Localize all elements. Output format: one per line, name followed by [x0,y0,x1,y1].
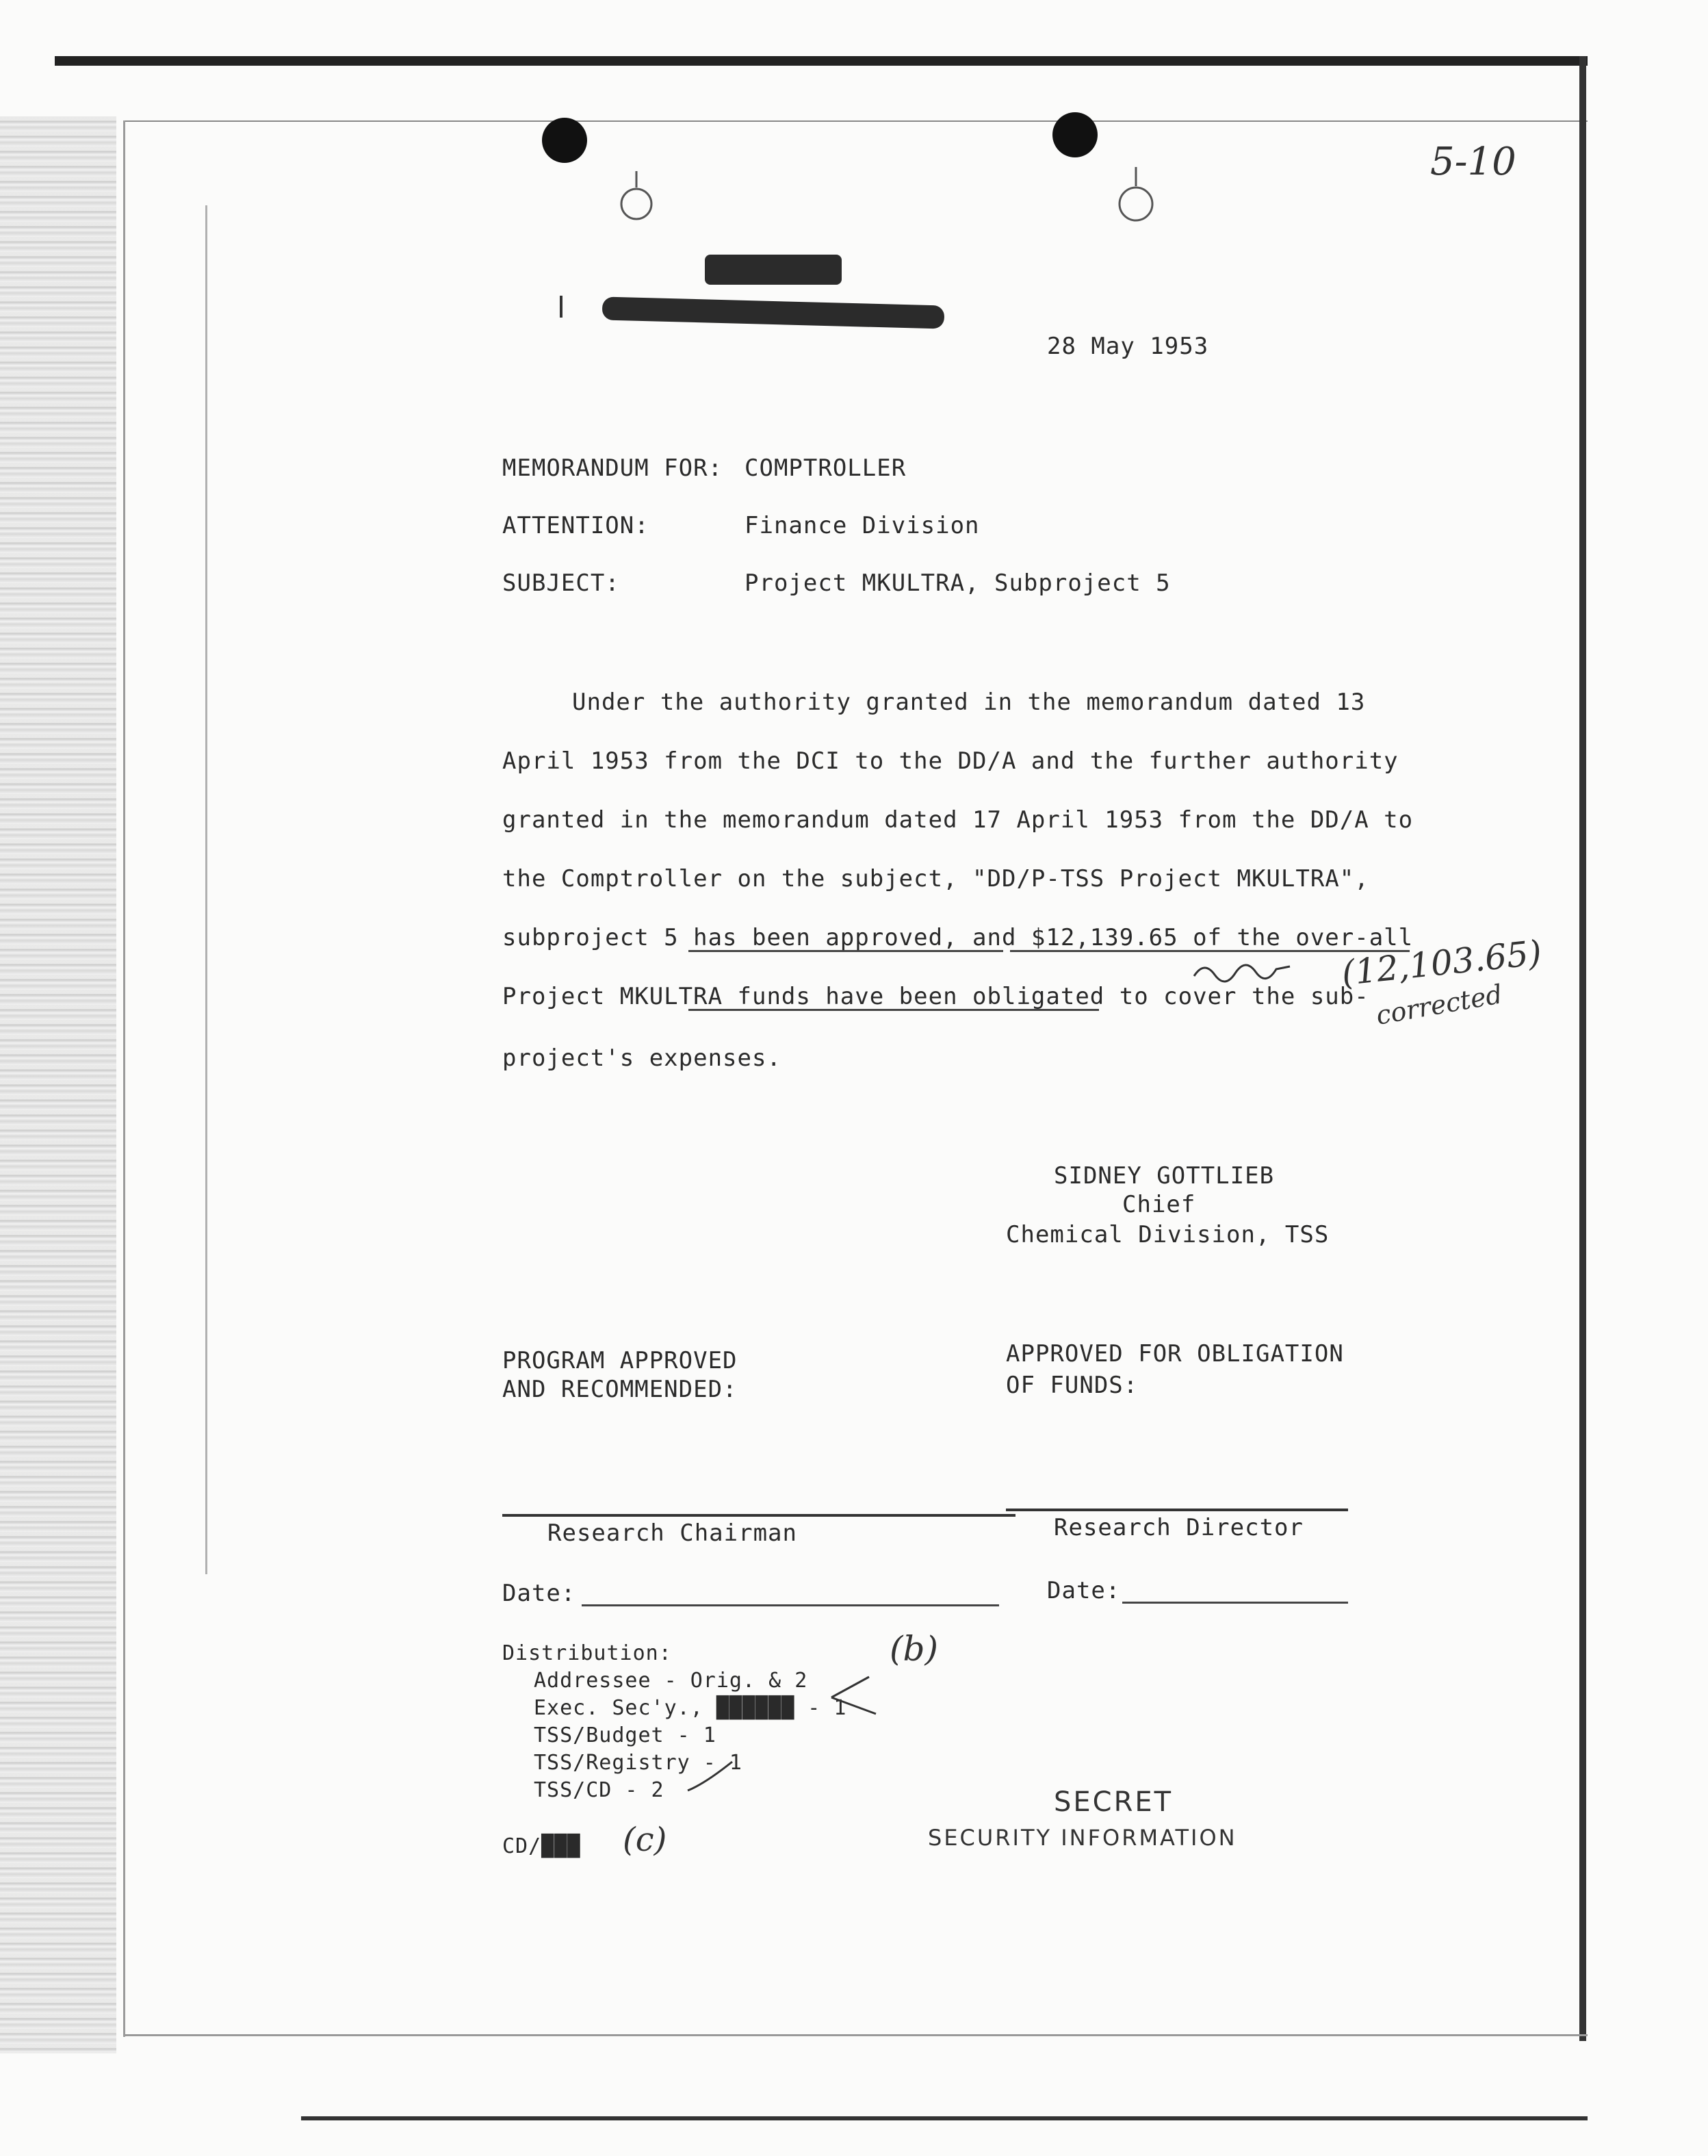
scan-vertical-line [205,205,207,1574]
body-line-3: granted in the memorandum dated 17 April 1953 from the DD/A to [502,806,1414,834]
redaction-block-bar [602,296,945,329]
redaction-block-top [705,255,842,285]
date-line-left [582,1604,999,1606]
handwritten-note: corrected [1373,979,1505,1031]
signature-line-left [502,1514,1015,1517]
scan-border-bottom [123,2034,1588,2036]
handwritten-bracket-icon [828,1670,910,1718]
date-line-right [1122,1602,1348,1604]
body-line-1: Under the authority granted in the memorandum dated 13 [572,689,1366,716]
subject-value: Project MKULTRA, Subproject 5 [745,569,1171,597]
research-chairman-label: Research Chairman [547,1519,797,1547]
research-director-label: Research Director [1054,1514,1304,1541]
scan-border-top-inner [123,120,1588,122]
distribution-item-3: TSS/Budget - 1 [534,1723,716,1747]
memo-date: 28 May 1953 [1047,333,1209,360]
underline-approved [688,950,1003,952]
scan-border-left [123,120,125,2037]
distribution-item-5: TSS/CD - 2 [534,1778,664,1802]
handwritten-scribble-icon [1191,957,1293,984]
distribution-footer: CD/███ [502,1834,581,1858]
classification-security-info: SECURITY INFORMATION [928,1825,1237,1851]
punch-hole-right [1052,112,1098,157]
punch-hole-left [542,118,587,163]
date-label-left: Date: [502,1580,576,1607]
signature-title: Chief [1122,1191,1196,1218]
body-line-4: the Comptroller on the subject, "DD/P-TSS Project MKULTRA", [502,865,1369,893]
signature-line-right [1006,1509,1348,1511]
classification-secret: SECRET [1054,1786,1174,1818]
handwritten-mark-b: (b) [890,1629,939,1669]
scan-border-top [55,56,1588,66]
subject-label: SUBJECT: [502,569,620,597]
date-label-right: Date: [1047,1577,1121,1604]
scan-border-bottom-outer [301,2116,1588,2120]
hole-ring-left-icon [616,164,657,226]
underline-amount [1010,950,1410,952]
signature-division: Chemical Division, TSS [1006,1221,1330,1248]
handwritten-mark-c: (c) [623,1821,667,1859]
body-line-7: project's expenses. [502,1044,781,1072]
body-line-2: April 1953 from the DCI to the DD/A and the further authority [502,747,1399,775]
program-approved-line2: AND RECOMMENDED: [502,1376,738,1403]
handwritten-check-icon [684,1756,739,1797]
page-number: 5-10 [1430,140,1516,184]
distribution-title: Distribution: [502,1641,672,1665]
distribution-item-2: Exec. Sec'y., ██████ - 1 [534,1696,847,1720]
approved-obligation-line2: OF FUNDS: [1006,1372,1139,1399]
body-line-6: Project MKULTRA funds have been obligated to cover the sub- [502,983,1369,1010]
handwritten-amount: (12,103.65) [1339,932,1544,994]
attention-label: ATTENTION: [502,512,649,539]
underline-funds [688,1009,1099,1011]
distribution-item-4: TSS/Registry - 1 [534,1751,742,1775]
signature-name: SIDNEY GOTTLIEB [1054,1162,1275,1190]
memo-for-value: COMPTROLLER [745,454,907,482]
body-line-5: subproject 5 has been approved, and $12,139.65 of the over-all [502,924,1414,951]
attention-value: Finance Division [745,512,980,539]
scan-border-right [1579,56,1586,2041]
redaction-tick [560,296,562,318]
program-approved-line1: PROGRAM APPROVED [502,1347,738,1374]
hole-ring-right-icon [1115,162,1156,230]
scan-noise-strip [0,116,116,2053]
distribution-item-1: Addressee - Orig. & 2 [534,1669,808,1693]
memo-for-label: MEMORANDUM FOR: [502,454,723,482]
approved-obligation-line1: APPROVED FOR OBLIGATION [1006,1340,1344,1368]
